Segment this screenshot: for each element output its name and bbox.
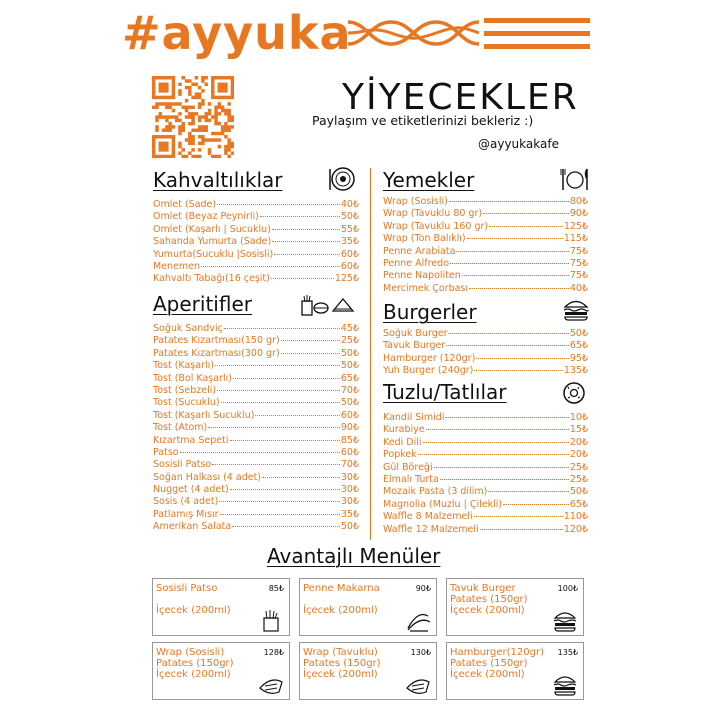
menu-item <box>383 196 588 208</box>
menu-item <box>383 474 588 486</box>
menu-item-name: Yuh Burger (240gr) <box>383 365 474 377</box>
wrap-icon <box>257 672 285 696</box>
menu-item-price: 25₺ <box>340 335 359 347</box>
dot-leader <box>474 516 563 517</box>
menu-item <box>383 340 588 352</box>
dot-leader <box>215 365 340 366</box>
menu-item-price: 25₺ <box>569 461 588 473</box>
menu-item <box>383 353 588 365</box>
menu-item-name: Kandil Simidi <box>383 412 445 423</box>
menu-item-name: Tost (Kaşarlı Sucuklu) <box>153 409 255 421</box>
dot-leader <box>201 266 340 267</box>
donut-icon <box>560 380 588 406</box>
combo-line: İçecek (200ml) <box>303 605 378 616</box>
combo-card <box>152 642 290 700</box>
menu-item <box>153 447 359 459</box>
combo-line: Patates (150gr) <box>450 658 528 669</box>
sandwich-icon <box>330 293 356 319</box>
combo-line: Patates (150gr) <box>156 658 234 669</box>
menu-item-name: Patlamış Mısır <box>153 508 219 520</box>
menu-item <box>383 462 588 474</box>
menu-item-name: Soğuk Burger <box>383 328 448 339</box>
menu-item-name: Tost (Sebzeli) <box>153 384 217 396</box>
menu-item-price: 70₺ <box>340 384 359 396</box>
menu-item-price: 50₺ <box>340 521 359 533</box>
snacks-icon <box>300 293 330 319</box>
section-title-tuzlu: Tuzlu/Tatlılar <box>383 380 507 404</box>
qr-code-icon <box>152 76 234 158</box>
menu-item-name: Amerikan Salata <box>153 521 232 533</box>
menu-item <box>383 258 588 270</box>
menu-item-name: Popkek <box>383 449 417 461</box>
menu-item-price: 50₺ <box>340 347 359 359</box>
burger-icon <box>562 296 590 322</box>
burger-icon <box>551 608 579 632</box>
menu-item-name: Kızartma Sepeti <box>153 434 229 446</box>
menu-item <box>383 208 588 220</box>
combo-line: Tavuk Burger <box>450 583 516 594</box>
menu-item-name: Waffle 8 Malzemeli <box>383 511 473 523</box>
dot-leader <box>220 514 340 515</box>
combo-line: Wrap (Tavuklu) <box>303 647 378 658</box>
menu-item-price: 65₺ <box>340 372 359 384</box>
menu-item <box>383 524 588 536</box>
menu-item-price: 125₺ <box>563 220 588 232</box>
menu-item-name: Omlet (Beyaz Peynirli) <box>153 211 259 223</box>
menu-item <box>153 249 359 261</box>
dot-leader <box>434 467 569 468</box>
section-title-combos: Avantajlı Menüler <box>267 544 441 568</box>
combo-price: 130₺ <box>410 648 431 657</box>
menu-item-price: 75₺ <box>569 245 588 257</box>
menu-item-price: 50₺ <box>340 397 359 409</box>
bars-ornament-icon <box>484 16 590 52</box>
fries-icon <box>257 608 285 632</box>
combo-line: Sosisli Patso <box>156 583 218 594</box>
menu-item-price: 55₺ <box>340 223 359 235</box>
menu-item <box>383 412 588 424</box>
menu-item-name: Kurabiye <box>383 424 425 436</box>
menu-item <box>383 499 588 511</box>
menu-item-price: 95₺ <box>569 352 588 364</box>
menu-item-price: 65₺ <box>569 498 588 510</box>
section-title-burger: Burgerler <box>383 300 477 324</box>
combo-line: Patates (150gr) <box>303 658 381 669</box>
wave-ornament-icon <box>346 14 481 52</box>
menu-item <box>153 323 359 335</box>
menu-item <box>153 348 359 360</box>
dot-leader <box>474 370 562 371</box>
menu-list-burger <box>383 328 588 378</box>
combo-line: İçecek (200ml) <box>450 669 525 680</box>
menu-item-price: 70₺ <box>340 459 359 471</box>
menu-item-name: Tost (Sucuklu) <box>153 397 220 409</box>
menu-item-price: 30₺ <box>340 471 359 483</box>
dot-leader <box>260 216 340 217</box>
menu-item <box>383 449 588 461</box>
dot-leader <box>489 226 563 227</box>
menu-item-price: 90₺ <box>340 422 359 434</box>
menu-item-name: Wrap (Tavuklu 160 gr) <box>383 220 489 232</box>
dot-leader <box>469 288 569 289</box>
menu-item <box>153 385 359 397</box>
menu-item-price: 10₺ <box>569 412 588 423</box>
menu-item-name: Hamburger (120gr) <box>383 352 476 364</box>
menu-item-price: 115₺ <box>563 233 588 245</box>
menu-item-name: Tost (Atom) <box>153 422 208 434</box>
dot-leader <box>488 491 569 492</box>
menu-item <box>383 437 588 449</box>
dot-leader <box>281 353 340 354</box>
menu-item-price: 85₺ <box>340 434 359 446</box>
dot-leader <box>255 415 339 416</box>
menu-item <box>153 224 359 236</box>
dot-leader <box>445 417 568 418</box>
menu-item <box>153 472 359 484</box>
menu-list-yemek <box>383 196 588 295</box>
menu-item <box>383 283 588 295</box>
dot-leader <box>440 479 569 480</box>
menu-item-name: Patates Kızartması(300 gr) <box>153 347 280 359</box>
combo-line: İçecek (200ml) <box>450 605 525 616</box>
menu-item-price: 45₺ <box>340 323 359 334</box>
menu-item-price: 50₺ <box>569 486 588 498</box>
menu-item <box>383 424 588 436</box>
menu-item-name: Patso <box>153 446 179 458</box>
menu-item-price: 75₺ <box>569 257 588 269</box>
menu-item <box>383 511 588 523</box>
dot-leader <box>483 213 569 214</box>
menu-item <box>153 373 359 385</box>
combo-line: Wrap (Sosisli) <box>156 647 225 658</box>
dot-leader <box>230 440 340 441</box>
dot-leader <box>426 429 569 430</box>
menu-item-name: Mozaik Pasta (3 dilim) <box>383 486 488 498</box>
dot-leader <box>230 489 340 490</box>
menu-item <box>153 459 359 471</box>
dot-leader <box>423 442 569 443</box>
menu-item-name: Sosis (4 adet) <box>153 496 219 508</box>
dot-leader <box>272 241 340 242</box>
combo-card <box>299 642 437 700</box>
combo-line: İçecek (200ml) <box>156 669 231 680</box>
dot-leader <box>456 251 568 252</box>
brand-logo: #ayyuka <box>122 6 352 60</box>
menu-item-price: 15₺ <box>569 424 588 436</box>
combo-price: 100₺ <box>557 584 578 593</box>
combo-line: İçecek (200ml) <box>156 605 231 616</box>
menu-item-price: 50₺ <box>340 211 359 223</box>
menu-item <box>383 365 588 377</box>
combo-line: Penne Makarna <box>303 583 380 594</box>
combo-card <box>446 642 584 700</box>
menu-item-name: Tavuk Burger <box>383 340 446 352</box>
menu-item <box>383 246 588 258</box>
combo-price: 128₺ <box>263 648 284 657</box>
menu-item-name: Nugget (4 adet) <box>153 484 229 496</box>
dot-leader <box>448 333 568 334</box>
menu-item <box>153 521 359 533</box>
menu-item-name: Patates Kızartması(150 gr) <box>153 335 280 347</box>
menu-item <box>153 496 359 508</box>
menu-item-name: Penne Alfredo <box>383 257 450 269</box>
menu-item-price: 30₺ <box>340 496 359 508</box>
combo-price: 90₺ <box>415 584 431 593</box>
menu-item <box>383 221 588 233</box>
breakfast-plate-icon <box>328 166 356 192</box>
menu-item-name: Kedi Dili <box>383 436 422 448</box>
dot-leader <box>480 529 563 530</box>
menu-item-price: 50₺ <box>569 328 588 339</box>
fork-plate-knife-icon <box>560 166 590 192</box>
dot-leader <box>219 501 340 502</box>
menu-item-price: 20₺ <box>569 436 588 448</box>
menu-item <box>153 273 359 285</box>
menu-item <box>153 435 359 447</box>
menu-item-price: 60₺ <box>340 248 359 260</box>
menu-item-name: Omlet (Kaşarlı | Sucuklu) <box>153 223 271 235</box>
menu-item-name: Tost (Kaşarlı) <box>153 360 214 372</box>
menu-item-name: Penne Arabiata <box>383 245 456 257</box>
menu-item-price: 90₺ <box>569 208 588 220</box>
menu-item-price: 80₺ <box>569 196 588 207</box>
dot-leader <box>208 427 340 428</box>
menu-item-name: Soğuk Sandviç <box>153 323 223 334</box>
pasta-icon <box>404 608 432 632</box>
menu-item-price: 135₺ <box>563 365 588 377</box>
combo-card <box>152 578 290 636</box>
menu-item-price: 60₺ <box>340 446 359 458</box>
dot-leader <box>446 345 569 346</box>
combo-line: Patates (150gr) <box>450 594 528 605</box>
combo-card <box>446 578 584 636</box>
menu-item <box>153 422 359 434</box>
menu-item <box>153 360 359 372</box>
menu-item-name: Tost (Bol Kaşarlı) <box>153 372 232 384</box>
combo-price: 135₺ <box>557 648 578 657</box>
dot-leader <box>180 452 340 453</box>
dot-leader <box>418 454 569 455</box>
dot-leader <box>467 238 563 239</box>
dot-leader <box>271 278 334 279</box>
dot-leader <box>281 340 340 341</box>
dot-leader <box>221 402 340 403</box>
wrap-icon <box>404 672 432 696</box>
menu-item-price: 125₺ <box>334 273 359 285</box>
menu-item-price: 20₺ <box>569 449 588 461</box>
menu-item-price: 40₺ <box>340 199 359 210</box>
menu-item-name: Penne Napoliten <box>383 270 461 282</box>
section-title-aperitif: Aperitifler <box>153 292 252 316</box>
menu-item-price: 25₺ <box>569 473 588 485</box>
menu-item <box>153 484 359 496</box>
menu-item-name: Waffle 12 Malzemeli <box>383 523 479 535</box>
menu-item <box>153 261 359 273</box>
dot-leader <box>503 504 569 505</box>
dot-leader <box>450 263 569 264</box>
burger-icon <box>551 672 579 696</box>
menu-item-price: 35₺ <box>340 236 359 248</box>
combo-line: Hamburger(120gr) <box>450 647 544 658</box>
dot-leader <box>274 254 340 255</box>
dot-leader <box>224 328 340 329</box>
menu-item-name: Wrap (Sosisli) <box>383 196 448 207</box>
dot-leader <box>217 204 340 205</box>
dot-leader <box>232 526 340 527</box>
dot-leader <box>449 201 569 202</box>
dot-leader <box>217 390 340 391</box>
combo-price: 85₺ <box>268 584 284 593</box>
section-title-yemek: Yemekler <box>383 168 475 192</box>
menu-item-price: 50₺ <box>340 360 359 372</box>
section-title-kahvalti: Kahvaltılıklar <box>153 168 283 192</box>
menu-item-name: Wrap (Ton Balıklı) <box>383 233 466 245</box>
menu-item <box>383 486 588 498</box>
menu-item <box>153 199 359 211</box>
menu-item-name: Magnolia (Muzlu | Çilekli) <box>383 498 503 510</box>
dot-leader <box>476 358 569 359</box>
menu-item-price: 35₺ <box>340 508 359 520</box>
menu-list-aperitif <box>153 323 359 534</box>
menu-item-name: Sahanda Yumurta (Sade) <box>153 236 272 248</box>
menu-item-name: Menemen <box>153 260 201 272</box>
menu-item <box>153 236 359 248</box>
menu-item <box>383 233 588 245</box>
menu-item <box>153 509 359 521</box>
menu-item-name: Kahvaltı Tabağı(16 çeşit) <box>153 273 270 285</box>
dot-leader <box>462 275 569 276</box>
menu-item-price: 60₺ <box>340 409 359 421</box>
menu-item-name: Mercimek Çorbası <box>383 282 469 294</box>
menu-item-name: Soğan Halkası (4 adet) <box>153 471 262 483</box>
menu-item-name: Sosisli Patso <box>153 459 212 471</box>
dot-leader <box>262 477 340 478</box>
menu-item-name: Yumurta(Sucuklu |Sosisli) <box>153 248 274 260</box>
dot-leader <box>272 229 340 230</box>
column-divider <box>370 168 371 540</box>
menu-item-price: 60₺ <box>340 260 359 272</box>
menu-item-price: 120₺ <box>563 523 588 535</box>
menu-item-price: 75₺ <box>569 270 588 282</box>
dot-leader <box>212 464 340 465</box>
menu-item <box>383 328 588 340</box>
page-title: YİYECEKLER <box>342 77 579 118</box>
menu-list-kahvalti <box>153 199 359 286</box>
menu-item <box>153 410 359 422</box>
menu-item-price: 40₺ <box>569 282 588 294</box>
menu-item-name: Elmalı Turta <box>383 473 439 485</box>
menu-item <box>153 397 359 409</box>
menu-item-name: Wrap (Tavuklu 80 gr) <box>383 208 483 220</box>
menu-item <box>153 211 359 223</box>
menu-item-price: 110₺ <box>563 511 588 523</box>
page-subtitle: Paylaşım ve etiketlerinizi bekleriz :) <box>312 113 534 128</box>
menu-item-price: 65₺ <box>569 340 588 352</box>
combo-line: İçecek (200ml) <box>303 669 378 680</box>
menu-item <box>383 270 588 282</box>
menu-item-price: 30₺ <box>340 484 359 496</box>
menu-item <box>153 335 359 347</box>
social-handle: @ayyukakafe <box>478 137 559 151</box>
dot-leader <box>233 378 340 379</box>
menu-item-name: Gül Böreği <box>383 461 433 473</box>
menu-list-tuzlu <box>383 412 588 536</box>
combo-card <box>299 578 437 636</box>
menu-item-name: Omlet (Sade) <box>153 199 217 210</box>
